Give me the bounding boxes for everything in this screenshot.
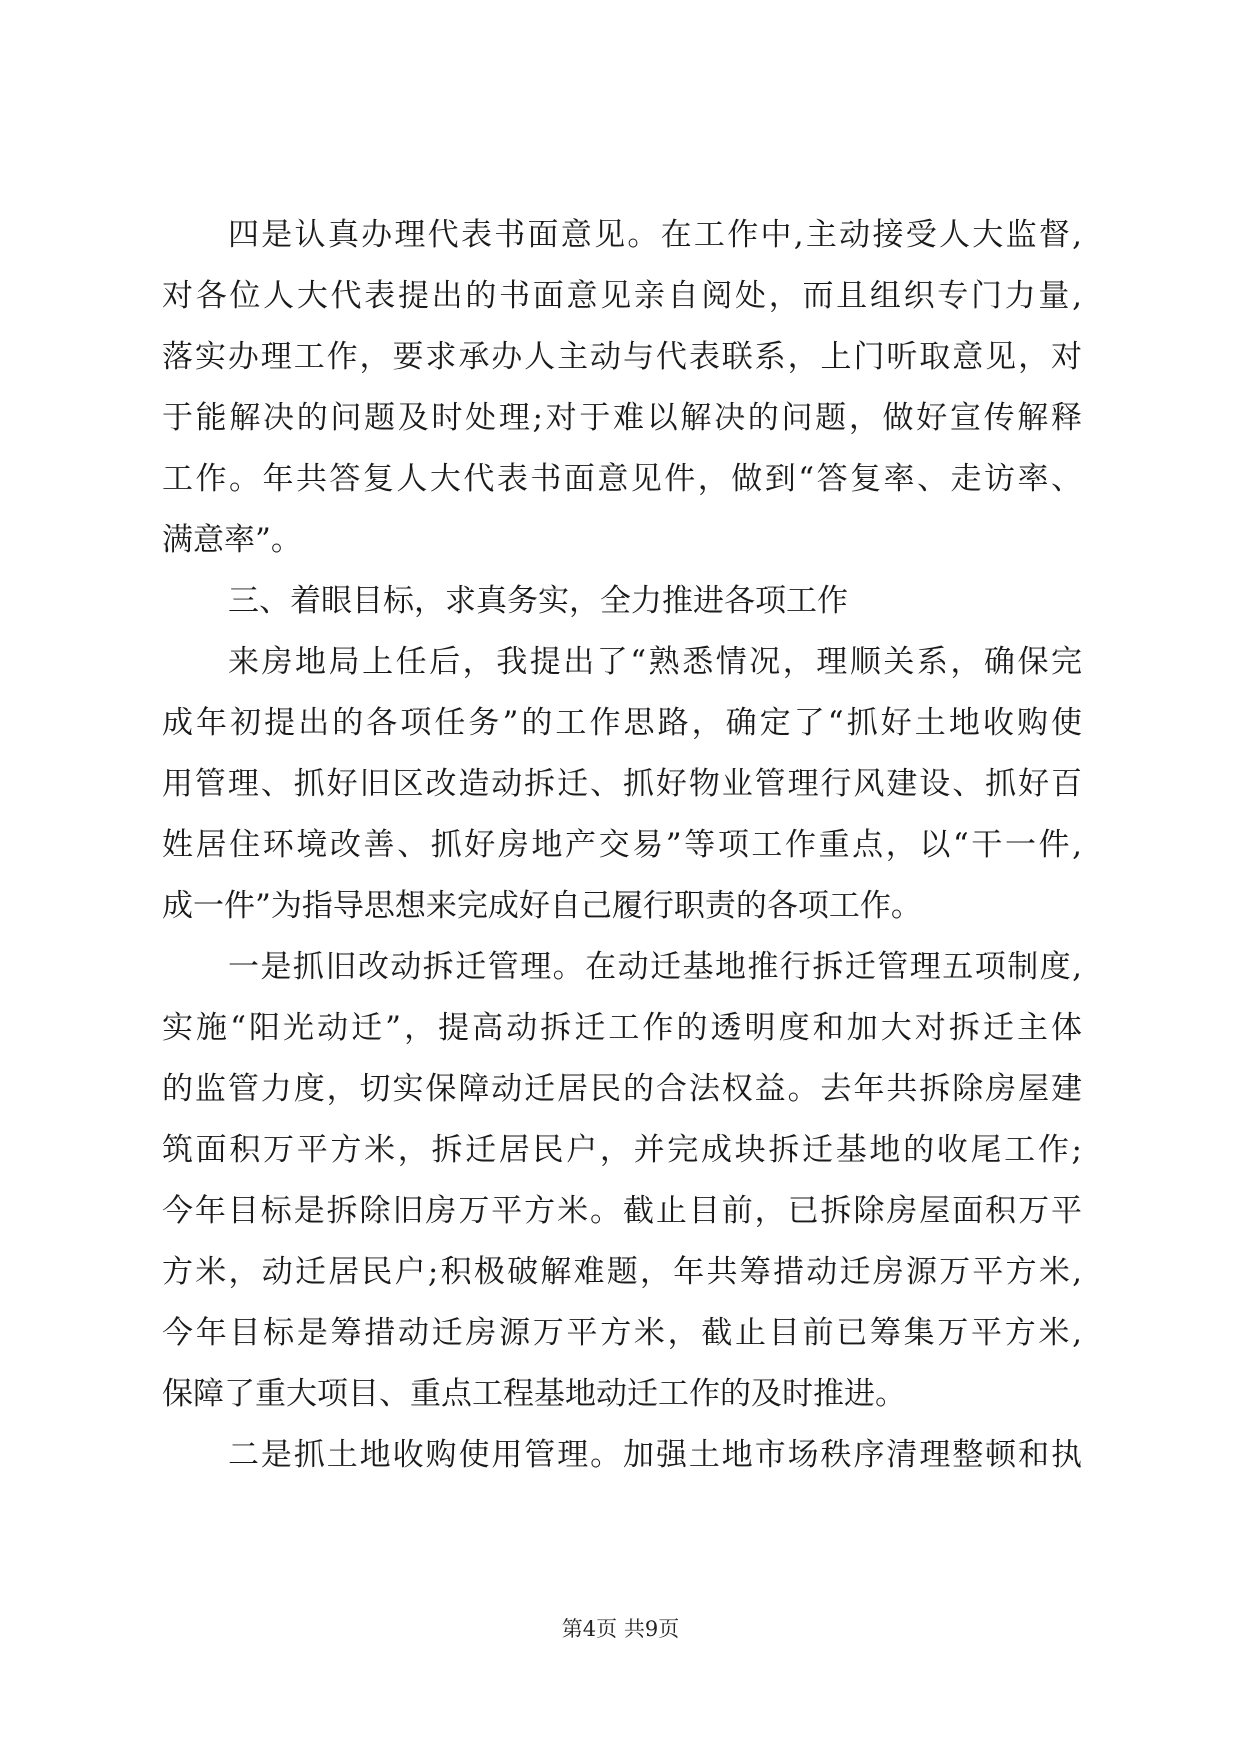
paragraph-3-line-4: 姓居住环境改善、抓好房地产交易”等项工作重点，以“干一件, — [162, 827, 1082, 863]
paragraph-5-line-1: 二是抓土地收购使用管理。加强土地市场秩序清理整顿和执 — [228, 1437, 1082, 1473]
paragraph-1-line-2: 对各位人大代表提出的书面意见亲自阅处，而且组织专门力量, — [162, 278, 1082, 314]
paragraph-1-line-6: 满意率”。 — [162, 522, 302, 558]
paragraph-4-line-6: 方米，动迁居民户;积极破解难题，年共筹措动迁房源万平方米, — [162, 1254, 1082, 1290]
paragraph-4-line-2: 实施“阳光动迁”，提高动拆迁工作的透明度和加大对拆迁主体 — [162, 1010, 1082, 1046]
body-text — [162, 205, 1082, 1486]
paragraph-4-line-7: 今年目标是筹措动迁房源万平方米，截止目前已筹集万平方米, — [162, 1315, 1082, 1351]
paragraph-1-line-5: 工作。年共答复人大代表书面意见件，做到“答复率、走访率、 — [162, 461, 1082, 497]
page-number-label: 第4页 共9页 — [561, 1617, 680, 1641]
section-heading: 三、着眼目标，求真务实，全力推进各项工作 — [228, 583, 848, 619]
paragraph-4-line-3: 的监管力度，切实保障动迁居民的合法权益。去年共拆除房屋建 — [162, 1071, 1082, 1107]
paragraph-1-line-3: 落实办理工作，要求承办人主动与代表联系，上门听取意见，对 — [162, 339, 1082, 375]
page-footer — [0, 1614, 1241, 1644]
paragraph-4-line-8: 保障了重大项目、重点工程基地动迁工作的及时推进。 — [162, 1376, 906, 1412]
paragraph-3-line-3: 用管理、抓好旧区改造动拆迁、抓好物业管理行风建设、抓好百 — [162, 766, 1082, 802]
paragraph-1-line-4: 于能解决的问题及时处理;对于难以解决的问题，做好宣传解释 — [162, 400, 1082, 436]
paragraph-4-line-1: 一是抓旧改动拆迁管理。在动迁基地推行拆迁管理五项制度, — [228, 949, 1082, 985]
paragraph-1-line-1: 四是认真办理代表书面意见。在工作中,主动接受人大监督, — [228, 217, 1082, 253]
paragraph-3-line-1: 来房地局上任后，我提出了“熟悉情况，理顺关系，确保完 — [228, 644, 1082, 680]
paragraph-3-line-5: 成一件”为指导思想来完成好自己履行职责的各项工作。 — [162, 888, 922, 924]
paragraph-4-line-4: 筑面积万平方米，拆迁居民户，并完成块拆迁基地的收尾工作; — [162, 1132, 1082, 1168]
paragraph-4-line-5: 今年目标是拆除旧房万平方米。截止目前，已拆除房屋面积万平 — [162, 1193, 1082, 1229]
paragraph-3-line-2: 成年初提出的各项任务”的工作思路，确定了“抓好土地收购使 — [162, 705, 1082, 741]
